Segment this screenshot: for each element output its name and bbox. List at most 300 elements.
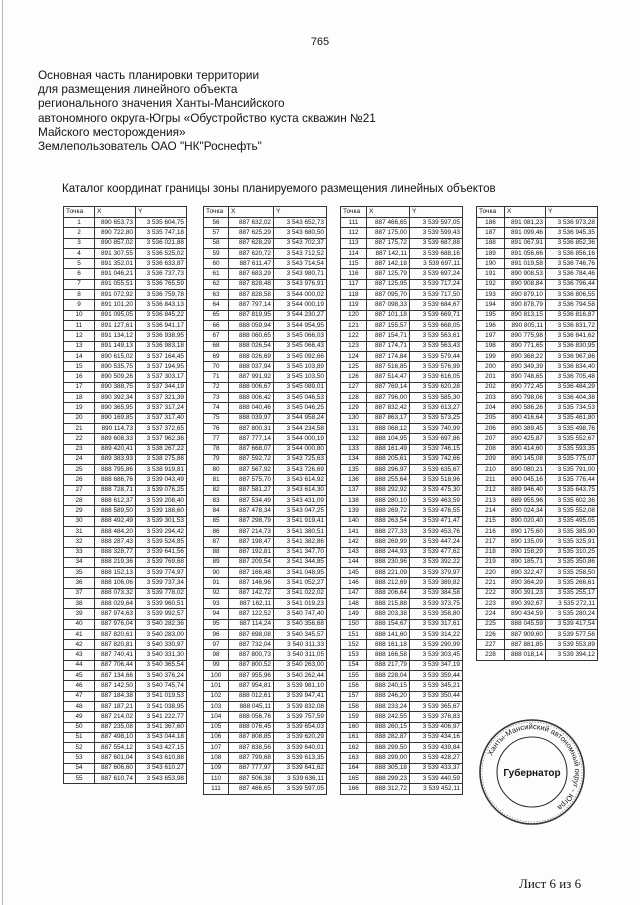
- y-cell: 3 541 919,41: [274, 516, 327, 526]
- table-row: [341, 640, 463, 650]
- table-row: [341, 351, 463, 361]
- y-cell: 3 539 463,59: [410, 496, 463, 506]
- y-cell: 3 543 726,69: [274, 465, 327, 475]
- table-row: [341, 279, 463, 289]
- x-cell: 887 184,38: [95, 691, 136, 701]
- point-cell: 69: [204, 351, 229, 361]
- x-cell: 887 611,47: [229, 259, 274, 269]
- y-cell: 3 540 311,05: [274, 650, 327, 660]
- y-cell: 3 536 765,59: [136, 279, 187, 289]
- point-cell: 32: [64, 537, 95, 547]
- table-row: [341, 506, 463, 516]
- point-cell: 138: [341, 496, 367, 506]
- table-row: [204, 382, 327, 392]
- x-cell: 887 155,57: [367, 320, 410, 330]
- x-cell: 887 478,34: [229, 506, 274, 516]
- table-row: [204, 743, 327, 753]
- point-cell: 79: [204, 454, 229, 464]
- x-cell: 890 169,85: [95, 413, 136, 423]
- y-cell: 3 536 831,72: [546, 320, 598, 330]
- table-row: [64, 269, 187, 279]
- x-cell: 888 305,18: [367, 763, 410, 773]
- y-cell: 3 538 919,81: [136, 465, 187, 475]
- x-cell: 891 095,05: [95, 310, 136, 320]
- x-cell: 887 214,73: [229, 526, 274, 536]
- x-cell: 890 771,65: [505, 341, 546, 351]
- x-cell: 887 125,79: [367, 269, 410, 279]
- table-row: [341, 712, 463, 722]
- point-cell: 218: [477, 547, 505, 557]
- table-row: [204, 485, 327, 495]
- x-cell: 888 484,20: [95, 526, 136, 536]
- y-cell: 3 539 947,41: [274, 691, 327, 701]
- y-cell: 3 539 832,08: [274, 701, 327, 711]
- point-cell: 31: [64, 526, 95, 536]
- point-cell: 99: [204, 660, 229, 670]
- table-row: [64, 681, 187, 691]
- x-cell: 887 628,29: [229, 238, 274, 248]
- y-cell: 3 539 290,99: [410, 640, 463, 650]
- y-cell: 3 539 434,16: [410, 732, 463, 742]
- point-cell: 45: [64, 671, 95, 681]
- table-row: [341, 743, 463, 753]
- table-row: [64, 320, 187, 330]
- table-row: [477, 310, 598, 320]
- y-cell: 3 543 712,52: [274, 248, 327, 258]
- table-row: [64, 763, 187, 773]
- y-cell: 3 539 616,05: [410, 372, 463, 382]
- x-cell: 888 260,15: [367, 722, 410, 732]
- table-row: [341, 681, 463, 691]
- coordinates-table-4: [476, 206, 598, 661]
- column-header-y: Y: [410, 207, 463, 218]
- point-cell: 150: [341, 619, 367, 629]
- table-row: [64, 279, 187, 289]
- x-cell: 887 466,65: [229, 784, 274, 794]
- x-cell: 887 142,72: [229, 588, 274, 598]
- y-cell: 3 539 635,67: [410, 465, 463, 475]
- y-cell: 3 539 476,55: [410, 506, 463, 516]
- y-cell: 3 536 856,16: [546, 248, 598, 258]
- point-cell: 10: [64, 310, 95, 320]
- table-row: [341, 671, 463, 681]
- coordinates-table-2: [203, 206, 327, 795]
- table-row: [204, 722, 327, 732]
- y-cell: 3 539 597,05: [410, 218, 463, 228]
- sheet-number: Лист 6 из 6: [519, 876, 582, 891]
- point-cell: 128: [341, 393, 367, 403]
- table-row: [204, 320, 327, 330]
- table-row: [204, 609, 327, 619]
- column-header-y: Y: [274, 207, 327, 218]
- x-cell: 888 029,64: [95, 598, 136, 608]
- y-cell: 3 540 283,00: [136, 629, 187, 639]
- x-cell: 888 056,76: [229, 712, 274, 722]
- y-cell: 3 536 841,62: [546, 331, 598, 341]
- table-row: [341, 331, 463, 341]
- x-cell: 890 908,84: [505, 279, 546, 289]
- table-row: [477, 372, 598, 382]
- x-cell: 887 235,08: [95, 722, 136, 732]
- point-cell: 61: [204, 269, 229, 279]
- table-row: [477, 393, 598, 403]
- x-cell: 888 233,24: [367, 701, 410, 711]
- x-cell: 887 506,38: [229, 774, 274, 784]
- table-row: [477, 300, 598, 310]
- point-cell: 155: [341, 671, 367, 681]
- x-cell: 887 828,48: [229, 279, 274, 289]
- y-cell: 3 543 614,92: [274, 475, 327, 485]
- x-cell: 891 055,51: [95, 279, 136, 289]
- point-cell: 213: [477, 496, 505, 506]
- point-cell: 107: [204, 743, 229, 753]
- point-cell: 147: [341, 588, 367, 598]
- point-cell: 193: [477, 290, 505, 300]
- point-cell: 66: [204, 320, 229, 330]
- x-cell: 888 104,95: [367, 434, 410, 444]
- point-cell: 145: [341, 568, 367, 578]
- point-cell: 67: [204, 331, 229, 341]
- x-cell: 888 246,20: [367, 691, 410, 701]
- x-cell: 891 019,58: [505, 259, 546, 269]
- table-row: [64, 290, 187, 300]
- table-row: [477, 444, 598, 454]
- coordinates-table-1: [63, 206, 187, 784]
- table-row: [204, 259, 327, 269]
- point-cell: 153: [341, 650, 367, 660]
- y-cell: 3 543 702,37: [274, 238, 327, 248]
- table-row: [341, 568, 463, 578]
- y-cell: 3 544 000,19: [274, 300, 327, 310]
- table-row: [204, 351, 327, 361]
- point-cell: 114: [341, 248, 367, 258]
- point-cell: 12: [64, 331, 95, 341]
- point-cell: 38: [64, 598, 95, 608]
- y-cell: 3 543 427,15: [136, 743, 187, 753]
- table-row: [64, 331, 187, 341]
- table-row: [204, 774, 327, 784]
- point-cell: 215: [477, 516, 505, 526]
- table-row: [477, 640, 598, 650]
- y-cell: 3 539 697,86: [410, 434, 463, 444]
- x-cell: 888 040,46: [229, 403, 274, 413]
- table-row: [64, 578, 187, 588]
- point-cell: 109: [204, 763, 229, 773]
- x-cell: 890 535,75: [95, 362, 136, 372]
- x-cell: 887 174,71: [367, 341, 410, 351]
- heading-line-2: для размещения линейного объекта: [38, 82, 238, 97]
- x-cell: 887 166,48: [229, 568, 274, 578]
- table-row: [204, 413, 327, 423]
- point-cell: 188: [477, 238, 505, 248]
- point-cell: 27: [64, 485, 95, 495]
- point-cell: 35: [64, 568, 95, 578]
- y-cell: 3 545 046,53: [274, 393, 327, 403]
- point-cell: 91: [204, 578, 229, 588]
- table-row: [204, 279, 327, 289]
- x-cell: 888 018,14: [505, 650, 546, 660]
- y-cell: 3 536 834,40: [546, 362, 598, 372]
- y-cell: 3 544 000,02: [274, 290, 327, 300]
- y-cell: 3 539 477,62: [410, 547, 463, 557]
- y-cell: 3 540 263,00: [274, 660, 327, 670]
- x-cell: 887 698,08: [229, 629, 274, 639]
- x-cell: 890 857,02: [95, 238, 136, 248]
- x-cell: 888 240,15: [367, 681, 410, 691]
- y-cell: 3 539 613,35: [274, 753, 327, 763]
- table-row: [64, 547, 187, 557]
- y-cell: 3 539 981,10: [274, 681, 327, 691]
- x-cell: 888 006,42: [229, 393, 274, 403]
- x-cell: 887 799,68: [229, 753, 274, 763]
- point-cell: 53: [64, 753, 95, 763]
- point-cell: 6: [64, 269, 95, 279]
- point-cell: 68: [204, 341, 229, 351]
- y-cell: 3 541 038,95: [136, 701, 187, 711]
- table-row: [64, 300, 187, 310]
- y-cell: 3 535 272,11: [546, 598, 598, 608]
- y-cell: 3 539 392,22: [410, 557, 463, 567]
- table-row: [64, 691, 187, 701]
- point-cell: 104: [204, 712, 229, 722]
- y-cell: 3 536 404,38: [546, 393, 598, 403]
- table-row: [341, 609, 463, 619]
- y-cell: 3 539 697,24: [410, 269, 463, 279]
- x-cell: 887 567,92: [229, 465, 274, 475]
- point-cell: 111: [341, 218, 367, 228]
- y-cell: 3 539 188,60: [136, 506, 187, 516]
- point-cell: 4: [64, 248, 95, 258]
- point-cell: 21: [64, 423, 95, 433]
- x-cell: 888 068,12: [367, 423, 410, 433]
- point-cell: 108: [204, 753, 229, 763]
- table-row: [341, 650, 463, 660]
- table-row: [204, 763, 327, 773]
- x-cell: 888 203,38: [367, 609, 410, 619]
- point-cell: 146: [341, 578, 367, 588]
- table-row: [64, 485, 187, 495]
- table-row: [204, 671, 327, 681]
- table-row: [341, 269, 463, 279]
- table-row: [341, 310, 463, 320]
- x-cell: 889 955,96: [505, 496, 546, 506]
- table-row: [64, 423, 187, 433]
- x-cell: 887 683,29: [229, 269, 274, 279]
- y-cell: 3 539 433,37: [410, 763, 463, 773]
- point-cell: 163: [341, 753, 367, 763]
- point-cell: 5: [64, 259, 95, 269]
- table-row: [204, 475, 327, 485]
- y-cell: 3 539 697,11: [410, 259, 463, 269]
- point-cell: 15: [64, 362, 95, 372]
- x-cell: 891 046,21: [95, 269, 136, 279]
- y-cell: 3 536 852,36: [546, 238, 598, 248]
- table-row: [64, 506, 187, 516]
- y-cell: 3 537 194,95: [136, 362, 187, 372]
- x-cell: 887 298,79: [229, 516, 274, 526]
- point-cell: 125: [341, 362, 367, 372]
- y-cell: 3 537 372,65: [136, 423, 187, 433]
- x-cell: 888 060,65: [229, 331, 274, 341]
- point-cell: 75: [204, 413, 229, 423]
- y-cell: 3 539 774,97: [136, 568, 187, 578]
- table-row: [64, 454, 187, 464]
- point-cell: 94: [204, 609, 229, 619]
- y-cell: 3 544 230,27: [274, 310, 327, 320]
- table-row: [341, 248, 463, 258]
- table-row: [64, 712, 187, 722]
- y-cell: 3 545 103,89: [274, 362, 327, 372]
- point-cell: 98: [204, 650, 229, 660]
- point-cell: 74: [204, 403, 229, 413]
- x-cell: 890 391,23: [505, 588, 546, 598]
- point-cell: 22: [64, 434, 95, 444]
- y-cell: 3 539 376,83: [410, 712, 463, 722]
- y-cell: 3 541 380,51: [274, 526, 327, 536]
- x-cell: 887 732,04: [229, 640, 274, 650]
- y-cell: 3 536 941,17: [136, 320, 187, 330]
- point-cell: 1: [64, 218, 95, 228]
- x-cell: 887 797,14: [229, 300, 274, 310]
- point-cell: 46: [64, 681, 95, 691]
- table-row: [204, 784, 327, 794]
- x-cell: 888 492,49: [95, 516, 136, 526]
- point-cell: 34: [64, 557, 95, 567]
- table-row: [64, 362, 187, 372]
- table-row: [64, 496, 187, 506]
- y-cell: 3 541 019,53: [136, 691, 187, 701]
- coordinates-table-3: [340, 206, 463, 795]
- table-row: [204, 516, 327, 526]
- y-cell: 3 539 359,44: [410, 671, 463, 681]
- y-cell: 3 539 640,01: [274, 743, 327, 753]
- table-row: [341, 218, 463, 228]
- point-cell: 126: [341, 372, 367, 382]
- y-cell: 3 537 321,39: [136, 393, 187, 403]
- x-cell: 888 152,13: [95, 568, 136, 578]
- heading-line-3: регионального значения Ханты-Мансийского: [38, 96, 285, 111]
- table-row: [477, 362, 598, 372]
- y-cell: 3 539 518,96: [410, 475, 463, 485]
- table-row: [341, 598, 463, 608]
- y-cell: 3 544 000,19: [274, 434, 327, 444]
- point-cell: 222: [477, 588, 505, 598]
- y-cell: 3 544 234,58: [274, 423, 327, 433]
- point-cell: 151: [341, 629, 367, 639]
- table-row: [204, 310, 327, 320]
- x-cell: 887 175,72: [367, 238, 410, 248]
- table-row: [64, 650, 187, 660]
- point-cell: 139: [341, 506, 367, 516]
- table-row: [204, 506, 327, 516]
- table-row: [477, 516, 598, 526]
- point-cell: 81: [204, 475, 229, 485]
- x-cell: 888 045,11: [229, 701, 274, 711]
- y-cell: 3 539 453,76: [410, 526, 463, 536]
- heading-line-1: Основная часть планировки территории: [38, 68, 260, 82]
- point-cell: 112: [341, 228, 367, 238]
- table-row: [341, 732, 463, 742]
- x-cell: 890 392,67: [505, 598, 546, 608]
- point-cell: 23: [64, 444, 95, 454]
- y-cell: 3 539 613,27: [410, 403, 463, 413]
- table-row: [341, 362, 463, 372]
- point-cell: 191: [477, 269, 505, 279]
- table-row: [64, 774, 187, 784]
- x-cell: 888 280,10: [367, 496, 410, 506]
- table-row: [204, 423, 327, 433]
- y-cell: 3 539 737,34: [136, 578, 187, 588]
- x-cell: 887 214,02: [95, 712, 136, 722]
- point-cell: 187: [477, 228, 505, 238]
- table-row: [341, 516, 463, 526]
- x-cell: 887 668,07: [229, 444, 274, 454]
- y-cell: 3 540 745,74: [136, 681, 187, 691]
- x-cell: 887 974,63: [95, 609, 136, 619]
- y-cell: 3 545 046,25: [274, 403, 327, 413]
- point-cell: 83: [204, 496, 229, 506]
- point-cell: 39: [64, 609, 95, 619]
- point-cell: 195: [477, 310, 505, 320]
- y-cell: 3 539 524,85: [136, 537, 187, 547]
- x-cell: 888 263,54: [367, 516, 410, 526]
- y-cell: 3 535 734,53: [546, 403, 598, 413]
- table-row: [477, 485, 598, 495]
- y-cell: 3 536 746,76: [546, 259, 598, 269]
- x-cell: 891 099,46: [505, 228, 546, 238]
- table-row: [477, 454, 598, 464]
- y-cell: 3 545 092,66: [274, 351, 327, 361]
- x-cell: 890 722,80: [95, 228, 136, 238]
- y-cell: 3 545 066,03: [274, 331, 327, 341]
- point-cell: 71: [204, 372, 229, 382]
- y-cell: 3 535 776,44: [546, 475, 598, 485]
- y-cell: 3 535 602,36: [546, 496, 598, 506]
- point-cell: 29: [64, 506, 95, 516]
- x-cell: 890 322,47: [505, 568, 546, 578]
- y-cell: 3 537 164,45: [136, 351, 187, 361]
- y-cell: 3 539 717,24: [410, 279, 463, 289]
- point-cell: 201: [477, 372, 505, 382]
- x-cell: 888 059,94: [229, 320, 274, 330]
- y-cell: 3 536 983,18: [136, 341, 187, 351]
- x-cell: 888 141,60: [367, 629, 410, 639]
- table-row: [204, 434, 327, 444]
- point-cell: 102: [204, 691, 229, 701]
- x-cell: 887 554,12: [95, 743, 136, 753]
- table-row: [204, 393, 327, 403]
- point-cell: 82: [204, 485, 229, 495]
- table-row: [64, 743, 187, 753]
- table-row: [477, 259, 598, 269]
- point-cell: 117: [341, 279, 367, 289]
- point-cell: 198: [477, 341, 505, 351]
- point-cell: 130: [341, 413, 367, 423]
- y-cell: 3 544 954,95: [274, 320, 327, 330]
- y-cell: 3 539 769,68: [136, 557, 187, 567]
- point-cell: 219: [477, 557, 505, 567]
- point-cell: 208: [477, 444, 505, 454]
- x-cell: 890 045,16: [505, 475, 546, 485]
- x-cell: 890 775,98: [505, 331, 546, 341]
- point-cell: 227: [477, 640, 505, 650]
- x-cell: 887 625,29: [229, 228, 274, 238]
- x-cell: 888 166,58: [367, 650, 410, 660]
- point-cell: 142: [341, 537, 367, 547]
- table-row: [341, 393, 463, 403]
- y-cell: 3 539 471,47: [410, 516, 463, 526]
- y-cell: 3 539 406,97: [410, 722, 463, 732]
